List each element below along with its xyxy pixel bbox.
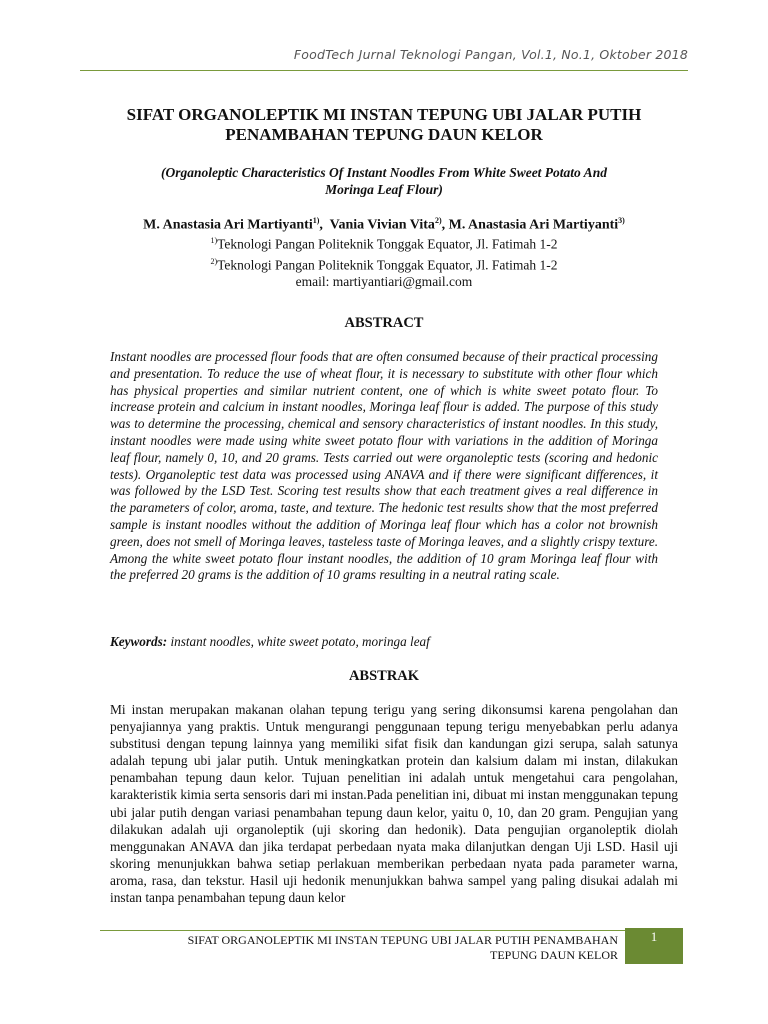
affiliation-text: Teknologi Pangan Politeknik Tonggak Equator, Jl. Fatimah 1-2 [217,236,558,252]
keywords-line [110,634,658,650]
author-name: M. Anastasia Ari Martiyanti [448,217,619,233]
keywords-label: Keywords: [110,634,168,649]
title-line-1: SIFAT ORGANOLEPTIK MI INSTAN TEPUNG UBI JALAR PUTIH [126,105,642,124]
abstrak-heading: ABSTRAK [348,668,420,684]
abstrak-body: Mi instan merupakan makanan olahan tepung terigu yang sering dikonsumsi karena pengolahan dan penyajiannya yang praktis. Untuk mengurangi penggunaan tepung terigu menyebabkan perlu adanya substitusi dengan tepung lainnya yang memiliki sifat fisik dan kandungan gizi serupa, salah satunya adalah tepung ubi jalar putih. Untuk meningkatkan protein dan kalsium dalam mi instan, dilakukan penambahan tepung daun kelor. Tujuan penelitian ini adalah untuk mengetahui cara pengolahan, karakteristik kimia serta sensoris dari mi instan.Pada penelitian ini, dibuat mi instan menggunakan tepung ubi jalar putih dengan variasi penambahan tepung daun kelor, yaitu 0, 10, dan 20 gram. Pengujian yang dilakukan adalah uji organoleptik (uji skoring dan hedonik). Data pengujian organoleptik diolah menggunakan ANAVA dan jika terdapat perbedaan nyata maka dilanjutkan dengan Uji LSD. Hasil uji skoring menunjukkan bahwa setiap perlakuan memberikan perbedaan nyata pada parameter warna, aroma, rasa, dan tekstur. Hasil uji hedonik menunjukkan bahwa sampel yang paling disukai adalah mi instan tanpa penambahan tepung daun kelor [110,702,678,906]
page-number: 1 [625,928,683,964]
author-sup: 2) [434,216,442,225]
subtitle-line-2: Moringa Leaf Flour) [325,182,443,197]
author-email: email: martiyantiari@gmail.com [295,274,473,289]
header-divider [80,70,688,71]
author-name: M. Anastasia Ari Martiyanti [143,217,313,233]
paper-subtitle [110,164,658,198]
affiliation-sup: 2) [210,256,218,266]
author-sup: 3) [618,216,625,225]
running-footer [100,933,618,963]
affiliations [80,232,688,290]
abstract-heading: ABSTRACT [344,315,424,331]
affiliation-line [80,253,688,274]
paper-title [100,105,668,145]
footer-line-2: TEPUNG DAUN KELOR [490,948,618,962]
title-line-2: PENAMBAHAN TEPUNG DAUN KELOR [225,125,543,144]
subtitle-line-1: (Organoleptic Characteristics Of Instant Noodles From White Sweet Potato And [161,165,607,180]
abstract-body: Instant noodles are processed flour foods that are often consumed because of their practical processing and presentation. To reduce the use of wheat flour, it is necessary to substitute with other flour which has physical properties and similar nutrient content, one of which is white sweet potato flour. To increase protein and calcium in instant noodles, Moringa leaf flour is added. The purpose of this study was to determine the processing, chemical and sensory characteristics of instant noodles. In this study, instant noodles were made using white sweet potato flour with variations in the addition of Moringa leaf flour, namely 0, 10, and 20 grams. Tests carried out were organoleptic tests (scoring and hedonic tests). Organoleptic test data was processed using ANAVA and if there were significant differences, it was followed by the LSD Test. Scoring test results show that each treatment gives a real difference in the parameters of color, aroma, taste, and texture. The hedonic test results show that the most preferred sample is instant noodles without the addition of Moringa leaf flour which has a color not brownish green, does not smell of Moringa leaves, tasteless taste of Moringa leaves, and a slightly crispy texture. Among the white sweet potato flour instant noodles, the addition of 10 gram Moringa leaf flour with the preferred 20 grams is the addition of 10 grams resulting in a neutral rating scale. [110,349,658,583]
author-name: Vania Vivian Vita [329,217,435,233]
affiliation-text: Teknologi Pangan Politeknik Tonggak Equator, Jl. Fatimah 1-2 [217,257,558,272]
footer-divider [100,930,625,931]
footer-line-1: SIFAT ORGANOLEPTIK MI INSTAN TEPUNG UBI JALAR PUTIH PENAMBAHAN [187,933,618,947]
author-sup: 1) [312,216,320,225]
affiliation-sup: 1) [210,236,218,245]
affiliation-line [80,232,688,253]
journal-header: FoodTech Jurnal Teknologi Pangan, Vol.1, No.1, Oktober 2018 [293,47,688,62]
keywords-text: instant noodles, white sweet potato, moringa leaf [170,634,430,649]
author-list: M. Anastasia Ari Martiyanti$^{1)}$, Vania Vivian Vita$^{2)}$, M. Anastasia Ari Martiyanti$^{3)}$ [143,216,625,233]
